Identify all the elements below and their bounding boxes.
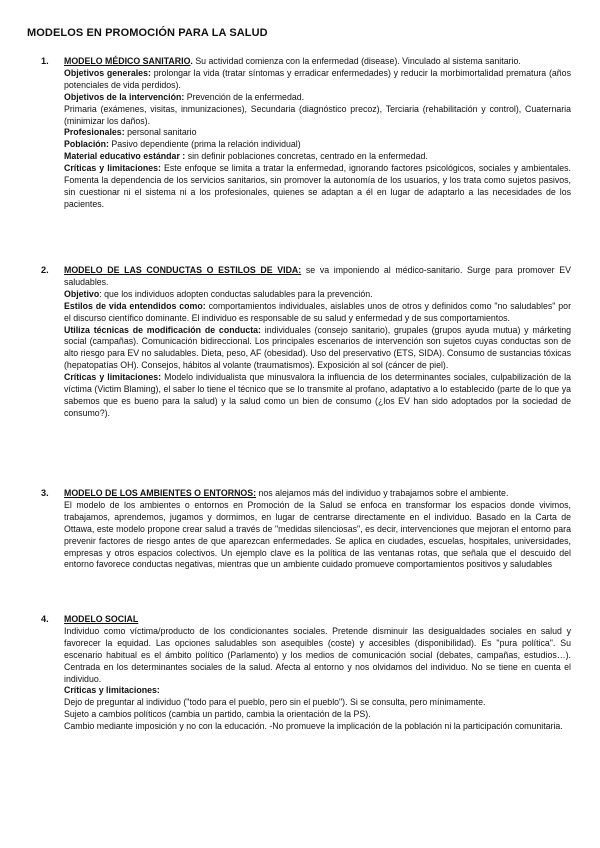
section-medico-sanitario [41,56,571,211]
paragraph: El modelo de los ambientes o entornos en Promoción de la Salud se enfoca en transformar los espacios donde vivimos, trabajamos, aprendemos, jugamos y dormimos, en lugar de centrarse directamente en el individuo. Basado en la Carta de Ottawa, este modelo propone crear salud a través de "medidas silenciosas", es decir, intervenciones que mejoran el entorno para prevenir factores de riesgo antes de que aparezcan enfermedades. Se aplica en ciudades, escuelas, hospitales, universidades, empresas y otros espacios colectivos. Un ejemplo clave es la política de las ventanas rotas, que señala que el descuido del entorno favorece conductas negativas, mientras que un ambiente cuidado promueve comportamientos positivos y saludables [64,499,571,570]
section-number: 4. [41,614,49,624]
paragraph: Utiliza técnicas de modificación de conducta: individuales (consejo sanitario), grupales (grupos ayuda mutua) y márketing social (campañas). Comunicación bidireccional. Los principales escenarios de intervención son sujetos cuyas conductas son de alto riesgo para EV no saludables. Dieta, peso, AF (obesidad). Uso del preservativo (ETS, SIDA). Consumo de sustancias tóxicas (hepatopatías OH). Consejos, hábitos al volante (traumatismos). Exposición al sol (cáncer de piel). [64,324,572,371]
paragraph: Población: Pasivo dependiente (prima la relación individual) [64,139,301,150]
section-number: 2. [41,265,49,275]
section-heading-line [64,614,571,626]
paragraph: Críticas y limitaciones: Este enfoque se limita a tratar la enfermedad, ignorando factores psicológicos, sociales y ambientales. Fomenta la dependencia de los servicios sanitarios, sin promover la autonomía de los usuarios, y los trata como sujetos pasivos, sin cuestionar ni el sistema ni a los profesionales, quienes se adaptan a él en lugar de adaptarlo a las necesidades de los pacientes. [64,163,571,209]
section-body [64,614,571,733]
paragraph: Individuo como víctima/producto de los condicionantes sociales. Pretende disminuir las desigualdades sociales en salud y favorecer la equidad. Las opciones saludables son asequibles (coste) y accesibles (disponibilidad). Es "pura política". Su escenario habitual es el ámbito político (Parlamento) y los medios de comunicación social (debates, campañas, estudios…). Centrada en los determinantes sociales de la salud. Afecta al entorno y nos olvidamos del individuo. No se tiene en cuenta el individuo. [64,625,571,684]
section-number: 3. [41,488,49,498]
section-heading-line [64,265,571,289]
section-heading: MODELO DE LOS AMBIENTES O ENTORNOS: [64,488,257,498]
section-heading: MODELO SOCIAL [64,614,139,624]
section-social [41,614,571,733]
paragraph: Objetivos de la intervención: Prevención de la enfermedad. [64,91,305,102]
section-intro: nos alejamos más del individuo y trabajamos sobre el ambiente. [256,488,509,498]
paragraph: Profesionales: personal sanitario [64,127,197,138]
section-body [64,488,571,571]
paragraph: Críticas y limitaciones: Modelo individualista que minusvalora la influencia de los determinantes sociales, culpabilización de la víctima (Victim Blaming), el saber lo tiene el técnico que se lo transmite al profano, adaptativo a lo establecido (parte de lo que ya sabemos que es bueno para la salud) y la salud como un bien de consumo (¿los EV han sido adoptados por la sociedad de consumo?). [64,372,571,418]
section-heading: MODELO MÉDICO SANITARIO [64,56,191,66]
section-ambientes-entornos [41,488,571,571]
paragraph: Sujeto a cambios políticos (cambia un partido, cambia la orientación de la PS). [64,709,371,720]
section-body [64,265,571,420]
section-intro: Su actividad comienza con la enfermedad (disease). Vinculado al sistema sanitario. [192,56,521,66]
paragraph: Cambio mediante imposición y no con la educación. -No promueve la implicación de la población ni la participación comunitaria. [64,721,563,732]
section-heading-line: MODELO MÉDICO SANITARIO. Su actividad comienza con la enfermedad (disease). Vinculado al sistema sanitario. [64,56,521,66]
paragraph: Primaria (exámenes, visitas, inmunizaciones), Secundaria (diagnóstico precoz), Terciaria (rehabilitación y control), Cuaternaria (minimizar los daños). [64,103,571,126]
section-heading: MODELO DE LAS CONDUCTAS O ESTILOS DE VIDA: [64,265,302,275]
section-body [64,56,571,211]
paragraph: Objetivo: que los individuos adopten conductas saludables para la prevención. [64,288,373,299]
paragraph: Dejo de preguntar al individuo ("todo para el pueblo, pero sin el pueblo"). Si se consulta, pero mínimamente. [64,697,486,708]
paragraph: Estilos de vida entendidos como: comportamientos individuales, aislables unos de otros y definidos como "no saludables" por el discurso científico dominante. El individuo es responsable de su salud y enfermedad y de sus comportamientos. [64,300,571,323]
section-intro: se va imponiendo al médico-sanitario. Surge para promover EV saludables. [64,265,571,287]
paragraph: Material educativo estándar : sin definir poblaciones concretas, centrado en la enfermedad. [64,151,428,162]
section-conductas-estilos-vida [41,265,571,420]
section-number: 1. [41,56,49,66]
document-title: MODELOS EN PROMOCIÓN PARA LA SALUD [27,27,268,39]
section-heading-line [64,488,571,500]
paragraph: Objetivos generales: prolongar la vida (tratar síntomas y erradicar enfermedades) y reducir la morbimortalidad prematura (años potenciales de vida perdidos). [64,67,571,90]
paragraph: Críticas y limitaciones: [64,685,160,696]
